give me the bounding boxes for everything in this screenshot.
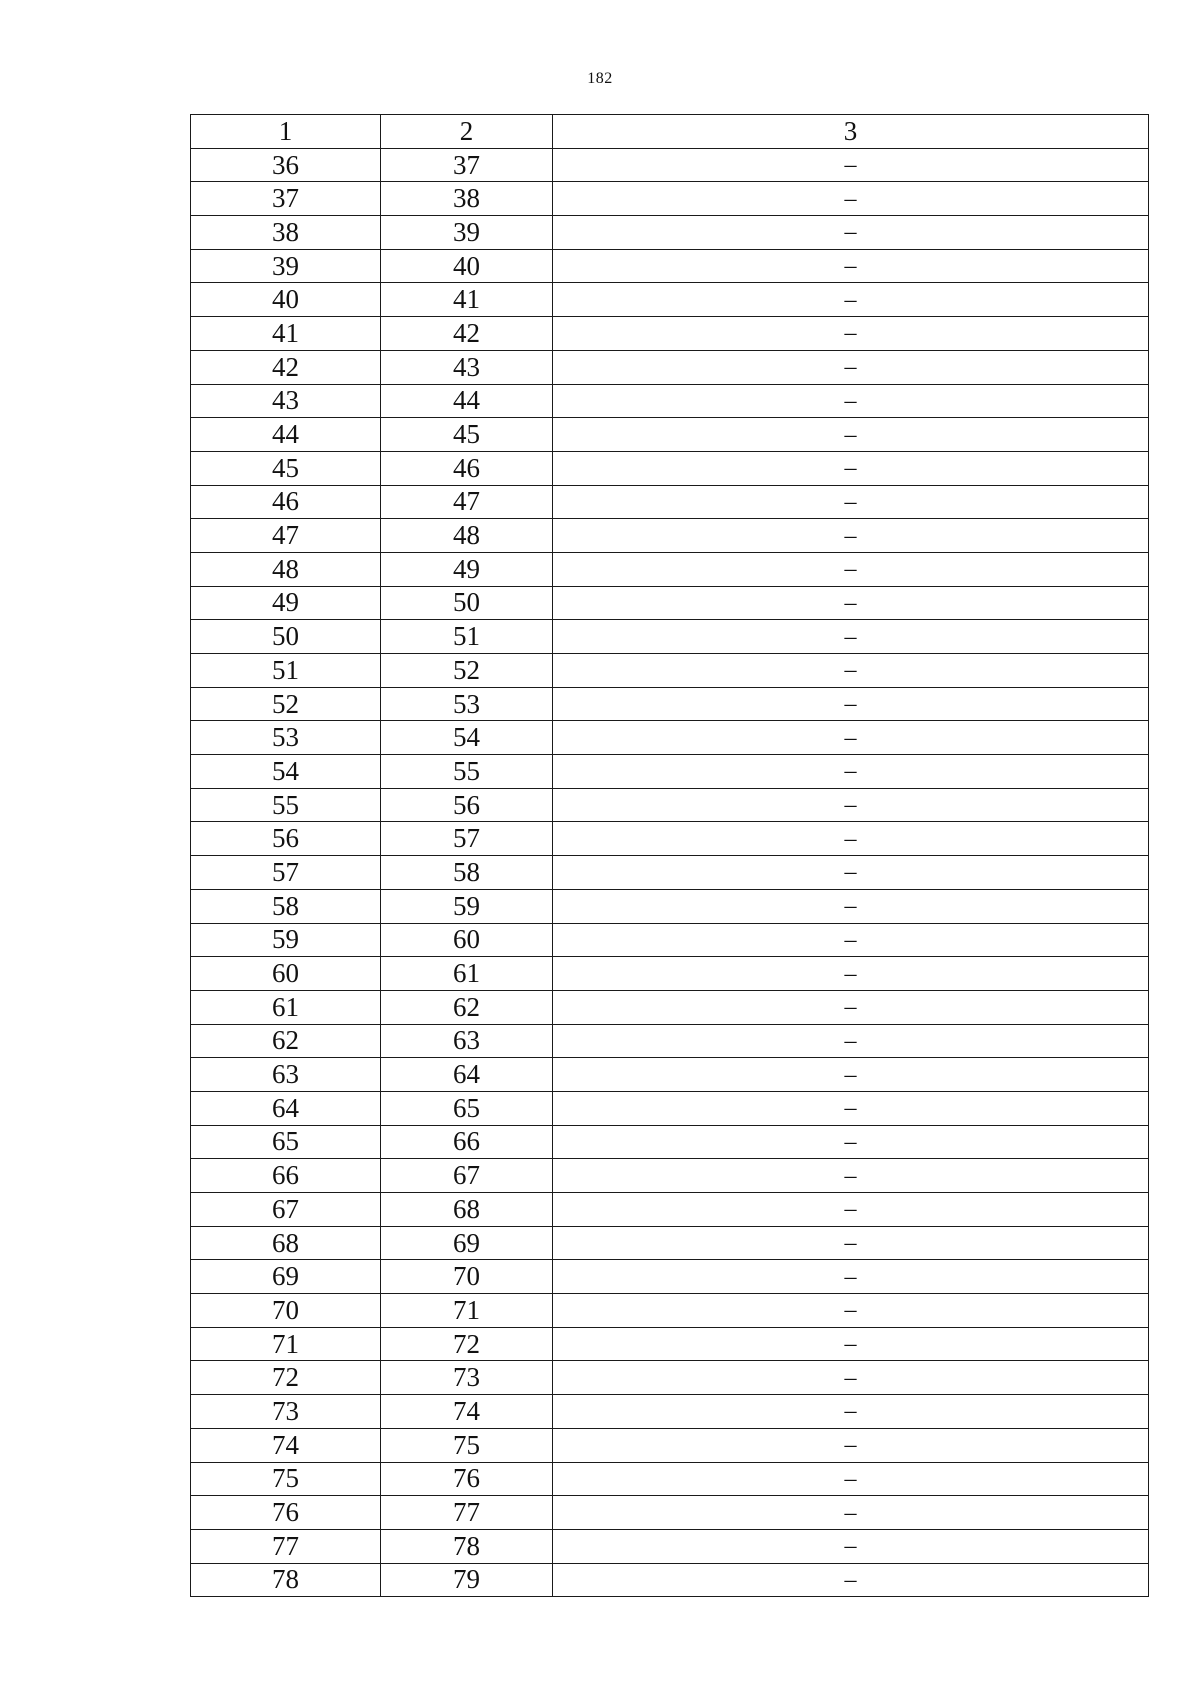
table-cell-col-2: 56 — [381, 788, 553, 822]
table-cell-col-2: 63 — [381, 1024, 553, 1058]
table-cell-col-3: – — [553, 1428, 1149, 1462]
table-cell-col-1: 47 — [191, 519, 381, 553]
table-cell-col-2: 54 — [381, 721, 553, 755]
table-row — [191, 822, 1149, 856]
table-cell-col-3: – — [553, 1024, 1149, 1058]
table-cell-col-3: – — [553, 1125, 1149, 1159]
table-cell-col-1: 56 — [191, 822, 381, 856]
table-cell-col-2: 79 — [381, 1563, 553, 1597]
table-cell-col-2: 69 — [381, 1226, 553, 1260]
table-cell-col-1: 41 — [191, 317, 381, 351]
table-cell-col-1: 73 — [191, 1395, 381, 1429]
table-row — [191, 1091, 1149, 1125]
table-cell-col-3: – — [553, 856, 1149, 890]
table-cell-col-2: 72 — [381, 1327, 553, 1361]
table-cell-col-3: – — [553, 1529, 1149, 1563]
table-cell-col-2: 58 — [381, 856, 553, 890]
table-cell-col-2: 39 — [381, 216, 553, 250]
table-cell-col-1: 68 — [191, 1226, 381, 1260]
table-cell-col-2: 51 — [381, 620, 553, 654]
table-cell-col-1: 49 — [191, 586, 381, 620]
table-cell-col-1: 51 — [191, 654, 381, 688]
table-row — [191, 856, 1149, 890]
table-cell-col-3: – — [553, 1058, 1149, 1092]
table-cell-col-2: 57 — [381, 822, 553, 856]
table-cell-col-2: 73 — [381, 1361, 553, 1395]
table-row — [191, 1327, 1149, 1361]
table-cell-col-3: – — [553, 620, 1149, 654]
table-cell-col-2: 65 — [381, 1091, 553, 1125]
table-cell-col-3: – — [553, 1462, 1149, 1496]
table-cell-col-2: 71 — [381, 1294, 553, 1328]
table-row — [191, 519, 1149, 553]
table-cell-col-3: – — [553, 990, 1149, 1024]
table-cell-col-1: 48 — [191, 552, 381, 586]
table-row — [191, 957, 1149, 991]
table-cell-col-2: 50 — [381, 586, 553, 620]
column-header-1: 1 — [191, 115, 381, 149]
table-cell-col-2: 40 — [381, 249, 553, 283]
table-cell-col-1: 75 — [191, 1462, 381, 1496]
table-row — [191, 1294, 1149, 1328]
table-row — [191, 1226, 1149, 1260]
table-row — [191, 317, 1149, 351]
table-cell-col-3: – — [553, 1395, 1149, 1429]
table-cell-col-1: 38 — [191, 216, 381, 250]
table-cell-col-2: 62 — [381, 990, 553, 1024]
table-row — [191, 586, 1149, 620]
table-cell-col-2: 77 — [381, 1496, 553, 1530]
table-cell-col-2: 42 — [381, 317, 553, 351]
table-cell-col-3: – — [553, 721, 1149, 755]
table-cell-col-3: – — [553, 182, 1149, 216]
table-row — [191, 283, 1149, 317]
table-cell-col-3: – — [553, 1091, 1149, 1125]
table-cell-col-1: 78 — [191, 1563, 381, 1597]
table-row — [191, 1563, 1149, 1597]
table-row — [191, 552, 1149, 586]
column-header-2: 2 — [381, 115, 553, 149]
table-cell-col-1: 54 — [191, 755, 381, 789]
table-row — [191, 485, 1149, 519]
table-cell-col-2: 74 — [381, 1395, 553, 1429]
table-cell-col-1: 65 — [191, 1125, 381, 1159]
table-row — [191, 1462, 1149, 1496]
header-row — [191, 115, 1149, 149]
table-cell-col-1: 43 — [191, 384, 381, 418]
table-cell-col-1: 76 — [191, 1496, 381, 1530]
table-row — [191, 451, 1149, 485]
table-cell-col-2: 59 — [381, 889, 553, 923]
table-cell-col-3: – — [553, 1327, 1149, 1361]
table-cell-col-1: 59 — [191, 923, 381, 957]
page-number: 182 — [587, 70, 613, 87]
table-cell-col-2: 41 — [381, 283, 553, 317]
table-cell-col-2: 61 — [381, 957, 553, 991]
table-cell-col-2: 66 — [381, 1125, 553, 1159]
table-row — [191, 1395, 1149, 1429]
table-cell-col-2: 49 — [381, 552, 553, 586]
table-cell-col-3: – — [553, 1226, 1149, 1260]
table-cell-col-3: – — [553, 822, 1149, 856]
table-cell-col-2: 37 — [381, 148, 553, 182]
table-cell-col-1: 69 — [191, 1260, 381, 1294]
table-cell-col-1: 71 — [191, 1327, 381, 1361]
table-cell-col-3: – — [553, 1159, 1149, 1193]
table-row — [191, 148, 1149, 182]
column-header-3: 3 — [553, 115, 1149, 149]
table-cell-col-1: 61 — [191, 990, 381, 1024]
table-cell-col-2: 70 — [381, 1260, 553, 1294]
table-row — [191, 1529, 1149, 1563]
table-cell-col-1: 42 — [191, 350, 381, 384]
table-cell-col-1: 66 — [191, 1159, 381, 1193]
table-row — [191, 620, 1149, 654]
table-row — [191, 889, 1149, 923]
table-cell-col-1: 77 — [191, 1529, 381, 1563]
table-cell-col-2: 68 — [381, 1193, 553, 1227]
table-cell-col-3: – — [553, 1294, 1149, 1328]
table-row — [191, 350, 1149, 384]
table-cell-col-2: 52 — [381, 654, 553, 688]
table-row — [191, 384, 1149, 418]
table-cell-col-3: – — [553, 148, 1149, 182]
table-cell-col-3: – — [553, 1193, 1149, 1227]
table-cell-col-2: 75 — [381, 1428, 553, 1462]
table-cell-col-3: – — [553, 586, 1149, 620]
table-row — [191, 721, 1149, 755]
table-cell-col-1: 45 — [191, 451, 381, 485]
table-cell-col-1: 44 — [191, 418, 381, 452]
table-cell-col-3: – — [553, 485, 1149, 519]
table-cell-col-1: 55 — [191, 788, 381, 822]
table-row — [191, 654, 1149, 688]
table-cell-col-1: 50 — [191, 620, 381, 654]
table-cell-col-3: – — [553, 552, 1149, 586]
table-cell-col-3: – — [553, 350, 1149, 384]
table-cell-col-1: 60 — [191, 957, 381, 991]
table-cell-col-1: 39 — [191, 249, 381, 283]
table-cell-col-1: 52 — [191, 687, 381, 721]
table-cell-col-1: 70 — [191, 1294, 381, 1328]
table-cell-col-3: – — [553, 216, 1149, 250]
table-cell-col-3: – — [553, 1563, 1149, 1597]
table-cell-col-3: – — [553, 1496, 1149, 1530]
table-cell-col-1: 64 — [191, 1091, 381, 1125]
table-cell-col-2: 46 — [381, 451, 553, 485]
table-cell-col-2: 44 — [381, 384, 553, 418]
table-cell-col-3: – — [553, 1361, 1149, 1395]
table-cell-col-2: 60 — [381, 923, 553, 957]
table-row — [191, 1260, 1149, 1294]
table-cell-col-3: – — [553, 317, 1149, 351]
table-row — [191, 923, 1149, 957]
table-cell-col-2: 53 — [381, 687, 553, 721]
table-row — [191, 249, 1149, 283]
table-row — [191, 1496, 1149, 1530]
table-cell-col-2: 47 — [381, 485, 553, 519]
table-cell-col-1: 37 — [191, 182, 381, 216]
table-cell-col-1: 67 — [191, 1193, 381, 1227]
table-cell-col-1: 72 — [191, 1361, 381, 1395]
table-cell-col-3: – — [553, 451, 1149, 485]
table-cell-col-1: 57 — [191, 856, 381, 890]
table-cell-col-2: 64 — [381, 1058, 553, 1092]
table-cell-col-2: 78 — [381, 1529, 553, 1563]
table-row — [191, 182, 1149, 216]
table-cell-col-3: – — [553, 418, 1149, 452]
table-cell-col-1: 53 — [191, 721, 381, 755]
table-cell-col-3: – — [553, 1260, 1149, 1294]
table-cell-col-3: – — [553, 755, 1149, 789]
table-cell-col-2: 45 — [381, 418, 553, 452]
table-cell-col-1: 62 — [191, 1024, 381, 1058]
table-cell-col-3: – — [553, 249, 1149, 283]
table-cell-col-3: – — [553, 923, 1149, 957]
table-body — [191, 148, 1149, 1597]
table-cell-col-3: – — [553, 957, 1149, 991]
table-cell-col-3: – — [553, 384, 1149, 418]
table-cell-col-2: 67 — [381, 1159, 553, 1193]
table-row — [191, 418, 1149, 452]
table-cell-col-3: – — [553, 788, 1149, 822]
table-row — [191, 216, 1149, 250]
table-header — [191, 115, 1149, 149]
table-row — [191, 1159, 1149, 1193]
table-row — [191, 1024, 1149, 1058]
table-row — [191, 1428, 1149, 1462]
table-row — [191, 1361, 1149, 1395]
table-cell-col-1: 63 — [191, 1058, 381, 1092]
table-cell-col-1: 40 — [191, 283, 381, 317]
table-row — [191, 788, 1149, 822]
table-cell-col-1: 36 — [191, 148, 381, 182]
table-cell-col-2: 38 — [381, 182, 553, 216]
table-cell-col-3: – — [553, 654, 1149, 688]
table-cell-col-2: 48 — [381, 519, 553, 553]
table-row — [191, 1193, 1149, 1227]
data-table — [190, 114, 1149, 1597]
table-row — [191, 990, 1149, 1024]
table-row — [191, 687, 1149, 721]
table-cell-col-3: – — [553, 283, 1149, 317]
table-row — [191, 1125, 1149, 1159]
table-cell-col-3: – — [553, 687, 1149, 721]
table-cell-col-2: 55 — [381, 755, 553, 789]
table-cell-col-3: – — [553, 889, 1149, 923]
table-row — [191, 1058, 1149, 1092]
table-cell-col-3: – — [553, 519, 1149, 553]
table-cell-col-1: 74 — [191, 1428, 381, 1462]
table-cell-col-2: 43 — [381, 350, 553, 384]
table-row — [191, 755, 1149, 789]
table-cell-col-2: 76 — [381, 1462, 553, 1496]
table-cell-col-1: 58 — [191, 889, 381, 923]
table-cell-col-1: 46 — [191, 485, 381, 519]
